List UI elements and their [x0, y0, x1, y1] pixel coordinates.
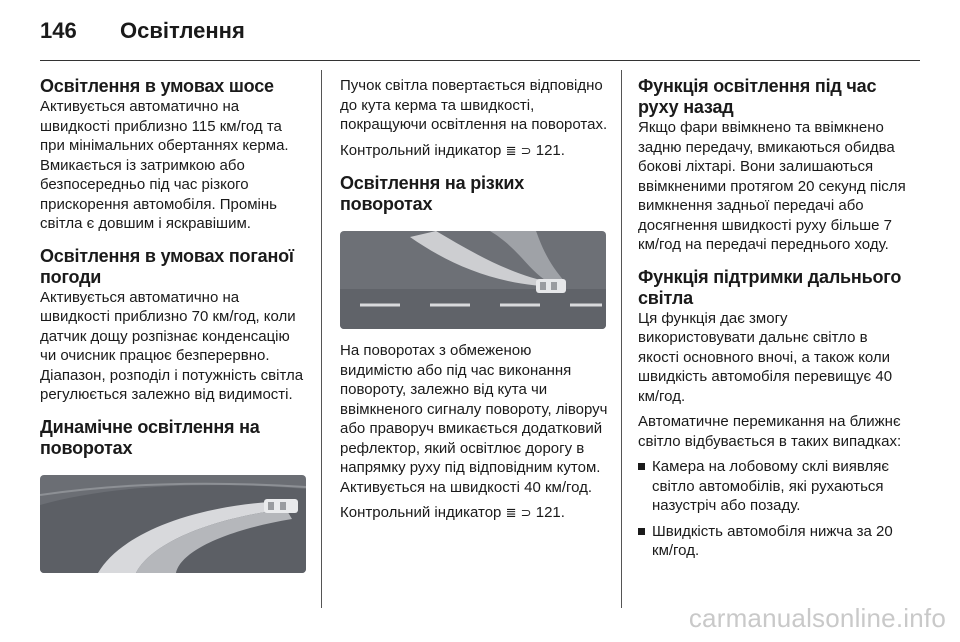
list-item: Камера на лобовому склі виявляє світло автомобілів, які рухаються назустріч або позаду.	[638, 457, 906, 516]
list-item: Швидкість автомобіля нижча за 20 км/год.	[638, 522, 906, 561]
page-ref-icon: ⊃	[520, 506, 532, 521]
dynamic-curve-illustration	[40, 475, 306, 573]
sharp-curve-illustration	[340, 231, 606, 329]
column-1	[40, 76, 308, 573]
paragraph-reverse-lighting: Якщо фари ввімкнено та ввімкнено задню передачу, вмикаються обидва бокові ліхтарі. Вони залишаються ввімкненими протягом 20 секунд після вимкнення задньої передачі або досягнення швидкості руху більше 7 км/год на передачі переднього ходу.	[638, 119, 906, 253]
headlamp-icon: ≣	[505, 143, 517, 159]
indicator-reference-1	[340, 141, 608, 162]
page-header	[40, 18, 245, 48]
watermark: carmanualsonline.info	[688, 603, 946, 633]
page-ref-number: 121.	[535, 504, 565, 521]
page-ref-icon: ⊃	[520, 143, 532, 159]
indicator-label: Контрольний індикатор	[340, 141, 502, 159]
paragraph-highway-lighting: Активується автоматично на швидкості приблизно 115 км/год та при мінімальних обертаннях керма. Вмикається із затримкою або безпосередньо під час різкого прискорення автомобіля. Промінь світла є довшим і яскравішим.	[40, 98, 289, 232]
heading-highway-lighting: Освітлення в умовах шосе	[40, 76, 274, 96]
auto-switch-conditions	[638, 457, 906, 561]
heading-sharp-curve-lighting: Освітлення на різких поворотах	[340, 173, 525, 214]
paragraph-sharp-curve-lighting: На поворотах з обмеженою видимістю або під час виконання повороту, залежно від кута чи ввімкненого сигналу повороту, ліворуч або праворуч вмикається додатковий рефлектор, який освітлює дорогу в напрямку руху під відповідним кутом. Активується на швидкості 40 км/год.	[340, 342, 608, 496]
page-number: 146	[40, 18, 77, 43]
column-divider-2	[621, 70, 622, 608]
heading-high-beam-assist: Функція підтримки дальнього світла	[638, 266, 902, 308]
header-divider	[40, 60, 920, 61]
page-ref-number: 121.	[535, 141, 565, 159]
heading-dynamic-curve-lighting: Динамічне освітлення на поворотах	[40, 416, 260, 458]
heading-reverse-lighting: Функція освітлення під час руху назад	[638, 76, 877, 117]
paragraph-auto-switch: Автоматичне перемикання на ближнє світло відбувається в таких випадках:	[638, 413, 902, 450]
indicator-label: Контрольний індикатор	[340, 504, 502, 521]
heading-bad-weather-lighting: Освітлення в умовах поганої погоди	[40, 245, 294, 287]
paragraph-beam-turning: Пучок світла повертається відповідно до кута керма та швидкості, покращуючи освітлення на поворотах.	[340, 77, 608, 133]
paragraph-bad-weather-lighting: Активується автоматично на швидкості приблизно 70 км/год, коли датчик дощу розпізнає конденсацію чи очисник працює безперервно. Діапазон, розподіл і потужність світла регулюється залежно від видимості.	[40, 288, 304, 403]
column-divider-1	[321, 70, 322, 608]
headlamp-icon: ≣	[505, 506, 517, 521]
indicator-reference-2	[340, 503, 608, 524]
column-2	[340, 76, 608, 524]
paragraph-high-beam-assist: Ця функція дає змогу використовувати дальнє світло в якості основного вночі, а також коли швидкість автомобіля перевищує 40 км/год.	[638, 309, 893, 405]
page-title: Освітлення	[120, 18, 245, 43]
column-3	[638, 76, 906, 567]
